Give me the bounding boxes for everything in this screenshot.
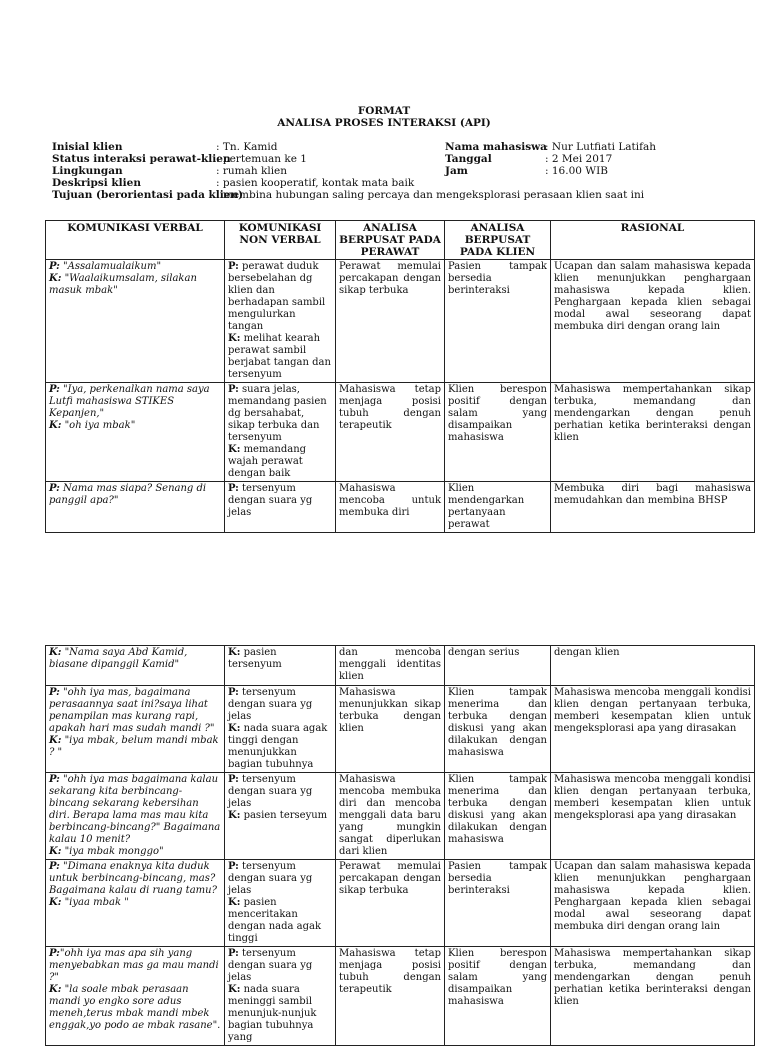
utterance-text: perawat duduk bersebelahan dg klien dan berhadapan sambil mengulurkan tangan [228, 261, 326, 332]
header-verbal: KOMUNIKASI VERBAL [46, 221, 225, 260]
utterance-text: tersenyum dengan suara yg jelas [228, 861, 313, 896]
utterance-text: "Nama saya Abd Kamid, biasane dipanggil Kamid" [49, 647, 188, 670]
utterance [49, 647, 221, 671]
cell-nonverbal [225, 383, 336, 482]
utterance [49, 897, 221, 909]
speaker-tag: K: [228, 444, 241, 455]
table-body-page1 [46, 260, 755, 533]
cell-nonverbal [225, 860, 336, 947]
interaction-table-page1 [45, 220, 755, 533]
utterance [49, 861, 221, 897]
utterance-text: suara jelas, memandang pasien dg bersahabat, sikap terbuka dan tersenyum [228, 384, 327, 443]
cell-verbal [46, 686, 225, 773]
cell-analisa-klien: Klien berespon positif dengan salam yang disampaikan mahasiswa [445, 383, 551, 482]
table-row [46, 860, 755, 947]
utterance [49, 846, 221, 858]
doc-title: FORMAT [357, 105, 411, 117]
utterance-text: "Assalamualaikum" [59, 261, 162, 272]
info-value: : pertemuan ke 1 [216, 153, 307, 165]
cell-analisa-perawat: Mahasiswa tetap menjaga posisi tubuh dengan terapeutik [336, 947, 445, 1046]
utterance-text: pasien menceritakan dengan nada agak tinggi [228, 897, 322, 944]
table-row [46, 773, 755, 860]
table-row [46, 383, 755, 482]
header-klien: ANALISA BERPUSAT PADA KLIEN [445, 221, 551, 260]
utterance-text: melihat kearah perawat sambil berjabat tangan dan tersenyum [228, 333, 331, 380]
utterance [49, 774, 221, 846]
utterance-text: "la soale mbak perasaan mandi yo engko sore adus meneh,terus mbak mandi mbek enggak,yo podo ae mbak rasane". [49, 984, 221, 1031]
info-block [52, 141, 752, 201]
utterance-text: "ohh iya mas apa sih yang menyebabkan mas ga mau mandi ?" [49, 948, 219, 983]
cell-analisa-perawat: Mahasiswa tetap menjaga posisi tubuh dengan terapeutik [336, 383, 445, 482]
table-body-page2 [46, 646, 755, 1046]
utterance [49, 687, 221, 735]
utterance-text: tersenyum dengan suara yg jelas [228, 687, 313, 722]
utterance [49, 384, 221, 420]
utterance-text: "iya mbak, belum mandi mbak ? " [49, 735, 219, 758]
cell-rasional: dengan klien [551, 646, 755, 686]
table-row [46, 947, 755, 1046]
speaker-tag: P: [49, 774, 60, 785]
utterance [228, 483, 332, 519]
cell-analisa-klien: Pasien tampak bersedia berinteraksi [445, 860, 551, 947]
speaker-tag: P: [228, 774, 239, 785]
speaker-tag: K: [49, 897, 62, 908]
speaker-tag: P: [49, 861, 60, 872]
doc-subtitle: ANALISA PROSES INTERAKSI (API) [277, 117, 491, 129]
info-row-status [52, 153, 752, 165]
cell-verbal [46, 947, 225, 1046]
cell-analisa-perawat: Mahasiswa mencoba untuk membuka diri [336, 482, 445, 533]
utterance-text: "iyaa mbak " [61, 897, 129, 908]
cell-analisa-klien: Klien berespon positif dengan salam yang disampaikan mahasiswa [445, 947, 551, 1046]
info-value: : pasien kooperatif, kontak mata baik [216, 177, 415, 189]
utterance-text: "iya mbak monggo" [61, 846, 164, 857]
speaker-tag: K: [49, 846, 62, 857]
utterance-text: pasien terseyum [240, 810, 328, 821]
speaker-tag: K: [228, 897, 241, 908]
info-row-lingkungan [52, 165, 752, 177]
utterance [49, 261, 221, 273]
utterance [228, 810, 332, 822]
cell-rasional: Ucapan dan salam mahasiswa kepada klien menunjukkan penghargaan mahasiswa kepada klien. Penghargaan kepada klien sebagai modal awal seseorang dapat membuka diri dengan orang lain [551, 860, 755, 947]
speaker-tag: P: [228, 948, 239, 959]
table-row [46, 482, 755, 533]
utterance-text: "ohh iya mas, bagaimana perasaannya saat ini?saya lihat penampilan mas kurang rapi, apakah hari mas sudah mandi ?" [49, 687, 215, 734]
speaker-tag: P: [49, 261, 60, 272]
utterance [228, 774, 332, 810]
info-label: Nama mahasiswa [445, 141, 547, 153]
table-row [46, 260, 755, 383]
header-rasional: RASIONAL [551, 221, 755, 260]
utterance-text: nada suara agak tinggi dengan menunjukkan bagian tubuhnya [228, 723, 328, 770]
cell-verbal [46, 860, 225, 947]
utterance-text: memandang wajah perawat dengan baik [228, 444, 307, 479]
utterance [228, 384, 332, 444]
utterance [49, 273, 221, 297]
info-value: : 2 Mei 2017 [545, 153, 613, 165]
speaker-tag: P: [49, 687, 60, 698]
utterance [228, 948, 332, 984]
info-value: : Nur Lutfiati Latifah [545, 141, 657, 153]
speaker-tag: K: [228, 810, 241, 821]
utterance-text: "Dimana enaknya kita duduk untuk berbincang-bincang, mas? Bagaimana kalau di ruang tamu? [49, 861, 217, 896]
cell-analisa-perawat: dan mencoba menggali identitas klien [336, 646, 445, 686]
utterance [228, 444, 332, 480]
info-value: : rumah klien [216, 165, 288, 177]
speaker-tag: K: [49, 420, 62, 431]
header-nonverbal: KOMUNIKASI NON VERBAL [225, 221, 336, 260]
utterance-text: "oh iya mbak" [61, 420, 136, 431]
info-value: : Tn. Kamid [216, 141, 278, 153]
utterance-text: "Waalaikumsalam, silakan masuk mbak" [49, 273, 197, 296]
utterance [228, 687, 332, 723]
cell-analisa-perawat: Mahasiswa menunjukkan sikap terbuka dengan klien [336, 686, 445, 773]
cell-analisa-perawat: Perawat memulai percakapan dengan sikap terbuka [336, 260, 445, 383]
header-perawat: ANALISA BERPUSAT PADA PERAWAT [336, 221, 445, 260]
speaker-tag: K: [228, 647, 241, 658]
utterance [228, 647, 332, 671]
cell-rasional: Membuka diri bagi mahasiswa memudahkan dan membina BHSP [551, 482, 755, 533]
cell-nonverbal [225, 773, 336, 860]
info-row-inisial [52, 141, 752, 153]
cell-nonverbal [225, 260, 336, 383]
cell-analisa-klien: dengan serius [445, 646, 551, 686]
speaker-tag: P: [49, 384, 60, 395]
cell-analisa-klien: Klien tampak menerima dan terbuka dengan diskusi yang akan dilakukan dengan mahasiswa [445, 686, 551, 773]
speaker-tag: K: [228, 984, 241, 995]
utterance [49, 483, 221, 507]
speaker-tag: P: [49, 483, 60, 494]
utterance [228, 861, 332, 897]
interaction-table-page2 [45, 645, 755, 1046]
speaker-tag: P: [228, 384, 239, 395]
info-label: Lingkungan [52, 165, 123, 177]
table-row [46, 646, 755, 686]
cell-rasional: Mahasiswa mempertahankan sikap terbuka, memandang dan mendengarkan dengan penuh perhatian ketika berinteraksi dengan klien [551, 947, 755, 1046]
speaker-tag: K: [49, 735, 62, 746]
utterance [228, 984, 332, 1044]
info-label: Jam [445, 165, 468, 177]
info-value: : membina hubungan saling percaya dan mengeksplorasi perasaan klien saat ini [216, 189, 645, 201]
speaker-tag: P: [228, 861, 239, 872]
cell-analisa-perawat: Mahasiswa mencoba membuka diri dan mencoba menggali data baru yang mungkin sangat diperlukan dari klien [336, 773, 445, 860]
table-row [46, 686, 755, 773]
utterance-text: nada suara meninggi sambil menunjuk-nunjuk bagian tubuhnya yang [228, 984, 317, 1043]
cell-verbal [46, 260, 225, 383]
info-label: Tanggal [445, 153, 492, 165]
utterance [228, 897, 332, 945]
cell-nonverbal [225, 482, 336, 533]
speaker-tag: K: [49, 647, 62, 658]
cell-verbal [46, 383, 225, 482]
cell-verbal [46, 773, 225, 860]
speaker-tag: K: [49, 273, 62, 284]
utterance-text: "ohh iya mas bagaimana kalau sekarang kita berbincang-bincang sekarang kebersihan diri. Berapa lama mas mau kita berbincang-bincang?" Bagaimana kalau 10 menit? [49, 774, 221, 845]
info-row-tujuan [52, 189, 752, 201]
utterance [49, 735, 221, 759]
info-label: Status interaksi perawat-klien [52, 153, 231, 165]
info-row-deskripsi [52, 177, 752, 189]
cell-nonverbal [225, 646, 336, 686]
speaker-tag: K: [228, 333, 241, 344]
utterance-text: tersenyum dengan suara yg jelas [228, 483, 313, 518]
cell-analisa-klien: Klien tampak menerima dan terbuka dengan diskusi yang akan dilakukan dengan mahasiswa [445, 773, 551, 860]
utterance [228, 261, 332, 333]
utterance-text: tersenyum dengan suara yg jelas [228, 948, 313, 983]
info-label: Deskripsi klien [52, 177, 141, 189]
speaker-tag: P: [49, 948, 60, 959]
speaker-tag: P: [228, 483, 239, 494]
cell-nonverbal [225, 686, 336, 773]
cell-nonverbal [225, 947, 336, 1046]
cell-analisa-klien: Pasien tampak bersedia berinteraksi [445, 260, 551, 383]
utterance [228, 333, 332, 381]
speaker-tag: P: [228, 261, 239, 272]
utterance-text: "Iya, perkenalkan nama saya Lutfi mahasiswa STIKES Kepanjen," [49, 384, 210, 419]
utterance [49, 948, 221, 984]
speaker-tag: K: [228, 723, 241, 734]
utterance-text: Nama mas siapa? Senang di panggil apa?" [49, 483, 207, 506]
utterance-text: pasien tersenyum [228, 647, 282, 670]
cell-rasional: Ucapan dan salam mahasiswa kepada klien menunjukkan penghargaan mahasiswa kepada klien. Penghargaan kepada klien sebagai modal awal seseorang dapat membuka diri dengan orang lain [551, 260, 755, 383]
speaker-tag: K: [49, 984, 62, 995]
cell-verbal [46, 646, 225, 686]
info-value: : 16.00 WIB [545, 165, 608, 177]
cell-analisa-klien: Klien mendengarkan pertanyaan perawat [445, 482, 551, 533]
utterance [49, 420, 221, 432]
cell-rasional: Mahasiswa mempertahankan sikap terbuka, memandang dan mendengarkan dengan penuh perhatian ketika berinteraksi dengan klien [551, 383, 755, 482]
cell-verbal [46, 482, 225, 533]
cell-rasional: Mahasiswa mencoba menggali kondisi klien dengan pertanyaan terbuka, memberi kesempatan klien untuk mengeksplorasi apa yang dirasakan [551, 773, 755, 860]
utterance-text: tersenyum dengan suara yg jelas [228, 774, 313, 809]
info-label: Inisial klien [52, 141, 123, 153]
utterance [49, 984, 221, 1032]
speaker-tag: P: [228, 687, 239, 698]
cell-rasional: Mahasiswa mencoba menggali kondisi klien dengan pertanyaan terbuka, memberi kesempatan klien untuk mengeksplorasi apa yang dirasakan [551, 686, 755, 773]
utterance [228, 723, 332, 771]
cell-analisa-perawat: Perawat memulai percakapan dengan sikap terbuka [336, 860, 445, 947]
info-label: Tujuan (berorientasi pada klien) [52, 189, 244, 201]
